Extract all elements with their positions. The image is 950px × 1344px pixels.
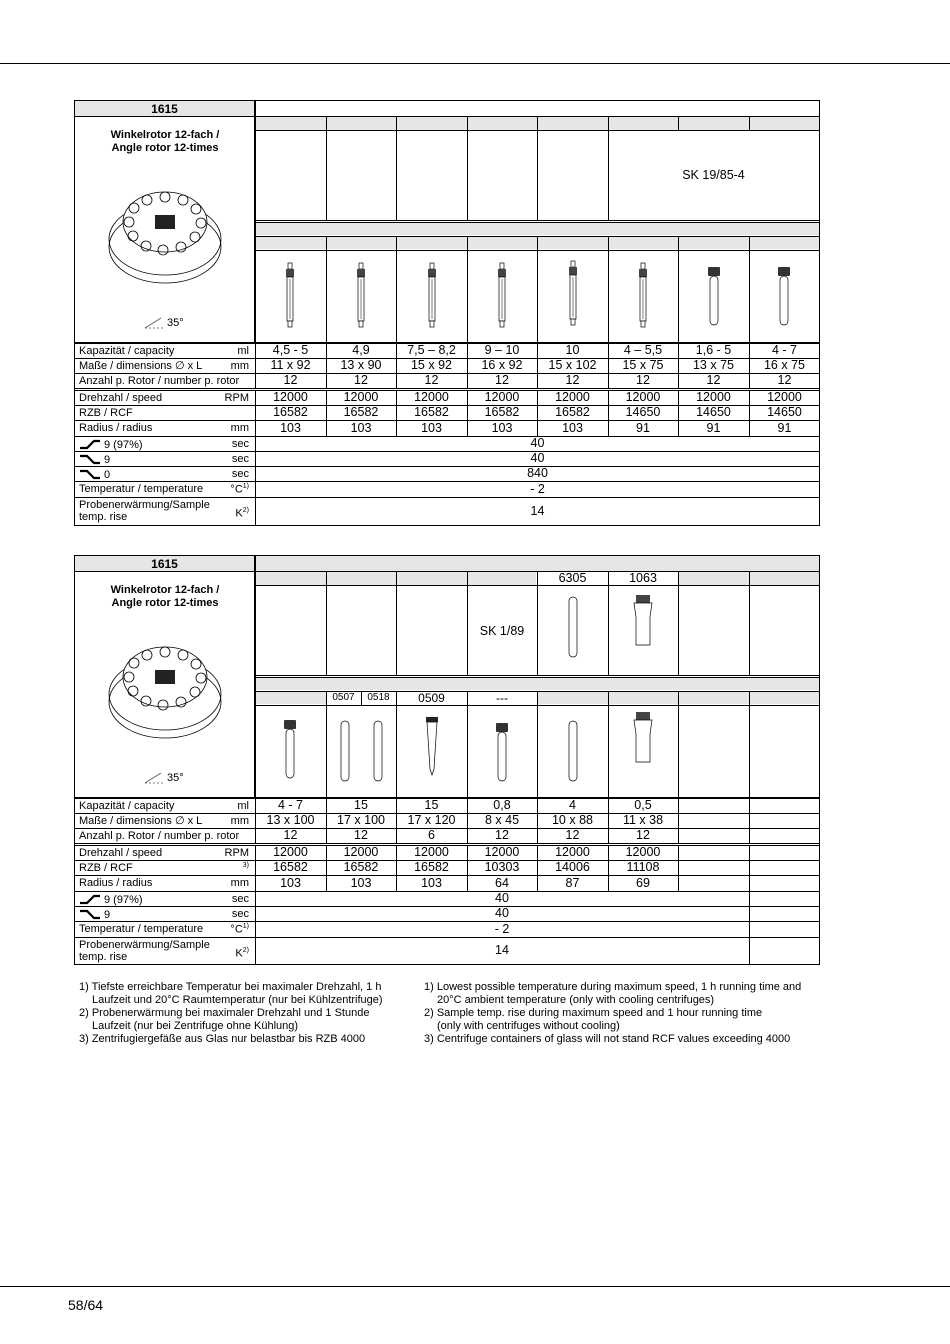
- cell-radius: 91: [636, 421, 650, 435]
- cell-decel0: 840: [527, 466, 548, 480]
- cell-speed: 12000: [767, 390, 802, 404]
- ramp-down-icon: [79, 469, 101, 479]
- ramp-up-icon: [79, 439, 101, 449]
- row-unit: sec: [231, 908, 249, 920]
- row-label-decel0: 0: [79, 468, 110, 481]
- cell-rcf: 16582: [414, 860, 449, 874]
- cell-dimensions: 15 x 75: [622, 358, 664, 372]
- cell-dimensions: 13 x 75: [692, 358, 734, 372]
- cell-capacity: 15: [424, 798, 439, 812]
- adapter-top-code: 1063: [629, 571, 657, 585]
- rotor-name-de: Winkelrotor 12-fach /: [110, 129, 220, 141]
- cell-capacity: 4 - 7: [771, 343, 797, 357]
- rotor-illustration: [105, 177, 225, 287]
- cell-number: 12: [636, 828, 650, 842]
- adapter-label: SK 19/85-4: [682, 168, 745, 182]
- cell-number: 12: [283, 828, 298, 842]
- rotor-name-de: Winkelrotor 12-fach /: [110, 584, 220, 596]
- row-unit: sec: [231, 893, 249, 905]
- adapter-top-code: 6305: [558, 571, 587, 585]
- cell-dimensions: 11 x 92: [270, 358, 311, 372]
- cell-radius: 103: [350, 876, 372, 890]
- row-label-decel: 9: [79, 453, 110, 466]
- adapter-code: 0518: [367, 692, 390, 703]
- cell-radius: 103: [350, 421, 372, 435]
- cell-speed: 12000: [343, 390, 379, 404]
- row-label-radius: Radius / radius: [79, 422, 153, 434]
- cell-dimensions: 13 x 90: [340, 358, 382, 372]
- cell-number: 12: [354, 828, 368, 842]
- cell-rcf: 14650: [696, 405, 731, 419]
- cell-dimensions: 10 x 88: [551, 813, 593, 827]
- cell-speed: 12000: [484, 845, 520, 859]
- cell-speed: 12000: [273, 845, 308, 859]
- cell-capacity: 4 - 7: [277, 798, 303, 812]
- rotor-image-cell: [74, 116, 255, 343]
- adapter-code: 0509: [418, 691, 445, 705]
- row-unit: ml: [237, 800, 249, 812]
- cell-rcf: 14006: [555, 860, 590, 874]
- cell-radius: 103: [280, 421, 301, 435]
- rotor-image-cell: [74, 571, 255, 798]
- row-unit: mm: [230, 360, 249, 372]
- cell-radius: 103: [491, 421, 513, 435]
- row-unit: $K^{2)}$: [235, 507, 249, 520]
- cell-accel: 40: [495, 891, 509, 905]
- ramp-down-icon: [79, 909, 101, 919]
- cell-capacity: 7,5 – 8,2: [407, 343, 456, 357]
- cell-capacity: 1,6 - 5: [695, 343, 732, 357]
- row-label-temperature: Temperatur / temperature: [79, 923, 204, 935]
- cell-dimensions: 8 x 45: [484, 813, 520, 827]
- cell-radius: 69: [636, 876, 650, 890]
- row-unit: sec: [231, 438, 249, 450]
- footnotes-en: 1) Lowest possible temperature during maximum speed, 1 h running time and 20°C ambient temperature (only with cooling centrifuges) 2) Sample temp. rise during maximum speed and 1 hour running time (only with centrifuges without cooling) 3) Centrifuge containers of glass will not stand RCF values exceeding 4000: [424, 981, 802, 1045]
- cell-number: 12: [495, 828, 509, 842]
- cell-speed: 12000: [414, 845, 449, 859]
- cell-capacity: 0,8: [493, 798, 511, 812]
- rotor-table-2: [74, 555, 820, 965]
- cell-capacity: 4: [569, 798, 576, 812]
- row-unit: sec: [231, 468, 249, 480]
- row-unit: $K^{2)}$: [235, 947, 249, 960]
- cell-dimensions: 17 x 100: [337, 813, 385, 827]
- cell-dimensions: 17 x 120: [407, 813, 456, 827]
- cell-speed: 12000: [273, 390, 308, 404]
- row-unit: mm: [230, 877, 249, 889]
- row-label-decel: 9: [79, 908, 110, 921]
- cell-speed: 12000: [625, 390, 661, 404]
- row-label-rcf: RZB / RCF: [79, 862, 133, 874]
- cell-dimensions: 16 x 75: [763, 358, 805, 372]
- row-label-temperature: Temperatur / temperature: [79, 483, 204, 495]
- cell-radius: 103: [562, 421, 583, 435]
- cell-rcf: 16582: [273, 405, 308, 419]
- cell-number: 6: [428, 828, 435, 842]
- cell-radius: 103: [280, 876, 301, 890]
- rotor-name-en: Angle rotor 12-times: [111, 597, 219, 610]
- row-label-radius: Radius / radius: [79, 877, 153, 889]
- cell-rcf: 11108: [626, 860, 660, 874]
- cell-decel: 40: [495, 906, 509, 920]
- cell-decel: 40: [530, 451, 545, 465]
- cell-sample_rise: 14: [495, 943, 509, 957]
- cell-capacity: 9 – 10: [484, 343, 520, 357]
- row-label-accel: 9 (97%): [79, 893, 143, 906]
- row-unit: sec: [231, 453, 249, 465]
- ramp-down-icon: [79, 454, 101, 464]
- cell-number: 12: [706, 373, 721, 387]
- cell-rcf: 16582: [343, 405, 379, 419]
- cell-rcf: 14650: [767, 405, 802, 419]
- row-unit: ml: [237, 345, 249, 357]
- cell-capacity: 4,5 - 5: [272, 343, 309, 357]
- cell-radius: 91: [706, 421, 721, 435]
- adapter-code: ---: [496, 691, 508, 705]
- cell-number: 12: [565, 828, 580, 842]
- cell-dimensions: 16 x 92: [481, 358, 523, 372]
- cell-radius: 103: [421, 421, 442, 435]
- cell-sample_rise: 14: [530, 504, 545, 518]
- cell-number: 12: [636, 373, 650, 387]
- row-unit: mm: [230, 422, 249, 434]
- row-label-rcf: RZB / RCF: [79, 407, 133, 419]
- cell-temperature: - 2: [530, 482, 545, 496]
- row-label-sample_rise: Probenerwärmung/Sample temp. rise: [79, 499, 210, 523]
- row-unit: RPM: [224, 392, 249, 404]
- cell-rcf: 16582: [273, 860, 308, 874]
- row-label-speed: Drehzahl / speed: [79, 847, 163, 859]
- row-label-dimensions: Maße / dimensions ∅ x L: [79, 815, 203, 827]
- rotor-angle: 35°: [167, 317, 184, 329]
- cell-rcf: 16582: [555, 405, 590, 419]
- cell-speed: 12000: [696, 390, 731, 404]
- cell-radius: 87: [565, 876, 580, 890]
- cell-rcf: 16582: [343, 860, 379, 874]
- cell-accel: 40: [530, 436, 545, 450]
- rotor-angle: 35°: [167, 772, 184, 784]
- cell-rcf: 10303: [484, 860, 520, 874]
- row-unit: $^\circ C^{1)}$: [230, 923, 249, 936]
- cell-number: 12: [424, 373, 439, 387]
- row-unit: mm: [230, 815, 249, 827]
- row-label-number: Anzahl p. Rotor / number p. rotor: [79, 375, 240, 387]
- cell-number: 12: [565, 373, 580, 387]
- row-unit: $^\circ C^{1)}$: [230, 483, 249, 496]
- cell-temperature: - 2: [494, 922, 510, 936]
- row-label-dimensions: Maße / dimensions ∅ x L: [79, 360, 203, 372]
- cell-rcf: 14650: [625, 405, 661, 419]
- angle-icon: [145, 772, 165, 784]
- footnotes-de: 1) Tiefste erreichbare Temperatur bei maximaler Drehzahl, 1 h Laufzeit und 20°C Raumtemperatur (nur bei Kühlzentrifuge) 2) Probenerwärmung bei maximaler Drehzahl und 1 Stunde Laufzeit (nur bei Zentrifuge ohne Kühlung) 3) Zentrifugiergefäße aus Glas nur belastbar bis RZB 4000: [79, 981, 383, 1045]
- row-label-capacity: Kapazität / capacity: [79, 345, 175, 357]
- rotor-illustration: [105, 632, 225, 742]
- cell-speed: 12000: [555, 845, 590, 859]
- adapter-code: 0507: [332, 692, 355, 703]
- row-label-accel: 9 (97%): [79, 438, 143, 451]
- cell-number: 12: [283, 373, 298, 387]
- cell-rcf: 16582: [484, 405, 520, 419]
- row-label-speed: Drehzahl / speed: [79, 392, 163, 404]
- cell-radius: 103: [421, 876, 442, 890]
- cell-speed: 12000: [555, 390, 590, 404]
- cell-dimensions: 15 x 92: [410, 358, 452, 372]
- cell-rcf: 16582: [414, 405, 449, 419]
- cell-number: 12: [495, 373, 509, 387]
- adapter-label: SK 1/89: [479, 624, 525, 638]
- cell-capacity: 10: [565, 343, 580, 357]
- angle-icon: [145, 317, 165, 329]
- page-number: 58/64: [68, 1297, 104, 1313]
- ramp-up-icon: [79, 894, 101, 904]
- rotor-name-en: Angle rotor 12-times: [111, 142, 219, 155]
- cell-dimensions: 15 x 102: [548, 358, 597, 372]
- cell-speed: 12000: [484, 390, 520, 404]
- cell-dimensions: 11 x 38: [622, 813, 664, 827]
- cell-capacity: 15: [354, 798, 368, 812]
- cell-radius: 91: [777, 421, 792, 435]
- bottom-rule: [0, 1286, 950, 1287]
- rotor-number: 1615: [74, 555, 255, 572]
- cell-number: 12: [354, 373, 368, 387]
- rotor-name: [75, 584, 255, 610]
- row-unit: RPM: [224, 847, 249, 859]
- rotor-table-1: [74, 100, 820, 526]
- row-label-capacity: Kapazität / capacity: [79, 800, 175, 812]
- rotor-name: [75, 129, 255, 155]
- cell-radius: 64: [495, 876, 509, 890]
- row-label-number: Anzahl p. Rotor / number p. rotor: [79, 830, 240, 842]
- cell-dimensions: 13 x 100: [266, 813, 315, 827]
- cell-speed: 12000: [625, 845, 661, 859]
- cell-speed: 12000: [343, 845, 379, 859]
- rotor-number: 1615: [74, 100, 255, 117]
- cell-number: 12: [777, 373, 792, 387]
- top-rule: [0, 63, 950, 64]
- row-label-sample_rise: Probenerwärmung/Sample temp. rise: [79, 939, 210, 963]
- row-unit: 3): [242, 862, 249, 869]
- cell-capacity: 4 – 5,5: [623, 343, 663, 357]
- cell-capacity: 4,9: [352, 343, 370, 357]
- cell-speed: 12000: [414, 390, 449, 404]
- cell-capacity: 0,5: [634, 798, 652, 812]
